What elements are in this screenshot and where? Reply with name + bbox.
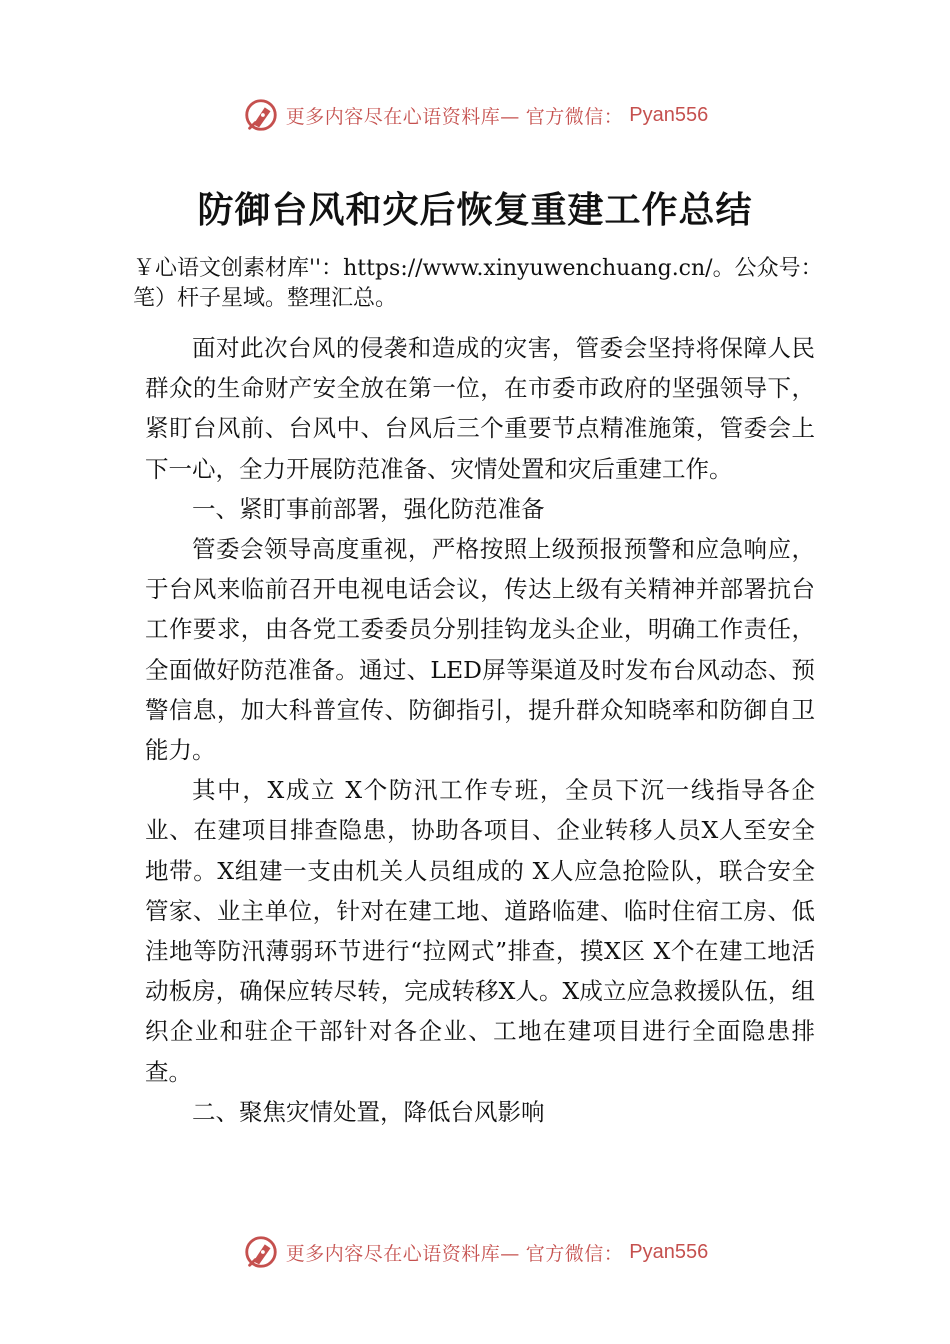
pen-nib-logo-icon: [242, 96, 280, 134]
pen-nib-logo-icon: [242, 1233, 280, 1271]
section-heading-2: 二、聚焦灾情处置，降低台风影响: [192, 1097, 545, 1126]
document-title: 防御台风和灾后恢复重建工作总结: [197, 189, 753, 231]
header-watermark-banner: [0, 93, 950, 137]
banner-wechat-label: 官方微信：: [525, 1242, 624, 1265]
document-body: [145, 328, 815, 1132]
footer-watermark-banner: [0, 1230, 950, 1274]
banner-wechat-id: Pyan556: [629, 1240, 709, 1263]
banner-wechat-id: Pyan556: [629, 103, 709, 126]
banner-main-text: 更多内容尽在心语资料库—: [285, 1242, 520, 1265]
banner-wechat-label: 官方微信：: [525, 105, 624, 128]
section-heading-1: 一、紧盯事前部署，强化防范准备: [192, 494, 545, 523]
paragraph-measures: 其中，X成立 X个防汛工作专班，全员下沉一线指导各企业、在建项目排查隐患，协助各项目、企业转移人员X人至安全地带。X组建一支由机关人员组成的 X人应急抢险队，联合安全管家、业主单位，针对在建工地、道路临建、临时住宿工房、低洼地等防汛薄弱环节进行“拉网式”排查，摸X区 X个在建工地活动板房，确保应转尽转，完成转移X人。X成立应急救援队伍，组织企业和驻企干部针对各企业、工地在建项目进行全面隐患排查。: [145, 776, 815, 1086]
paragraph-preparation: 管委会领导高度重视，严格按照上级预报预警和应急响应，于台风来临前召开电视电话会议，传达上级有关精神并部署抗台工作要求，由各党工委委员分别挂钩龙头企业，明确工作责任，全面做好防范准备。通过、LED屏等渠道及时发布台风动态、预警信息，加大科普宣传、防御指引，提升群众知晓率和防御自卫能力。: [145, 535, 815, 765]
banner-main-text: 更多内容尽在心语资料库—: [285, 105, 520, 128]
paragraph-intro: 面对此次台风的侵袭和造成的灾害，管委会坚持将保障人民群众的生命财产安全放在第一位，在市委市政府的坚强领导下，紧盯台风前、台风中、台风后三个重要节点精准施策，管委会上下一心，全力开展防范准备、灾情处置和灾后重建工作。: [145, 334, 815, 483]
source-note: ￥心语文创素材库''：https://www.xinyuwenchuang.cn/。公众号：笔）杆子星域。整理汇总。: [133, 256, 823, 311]
